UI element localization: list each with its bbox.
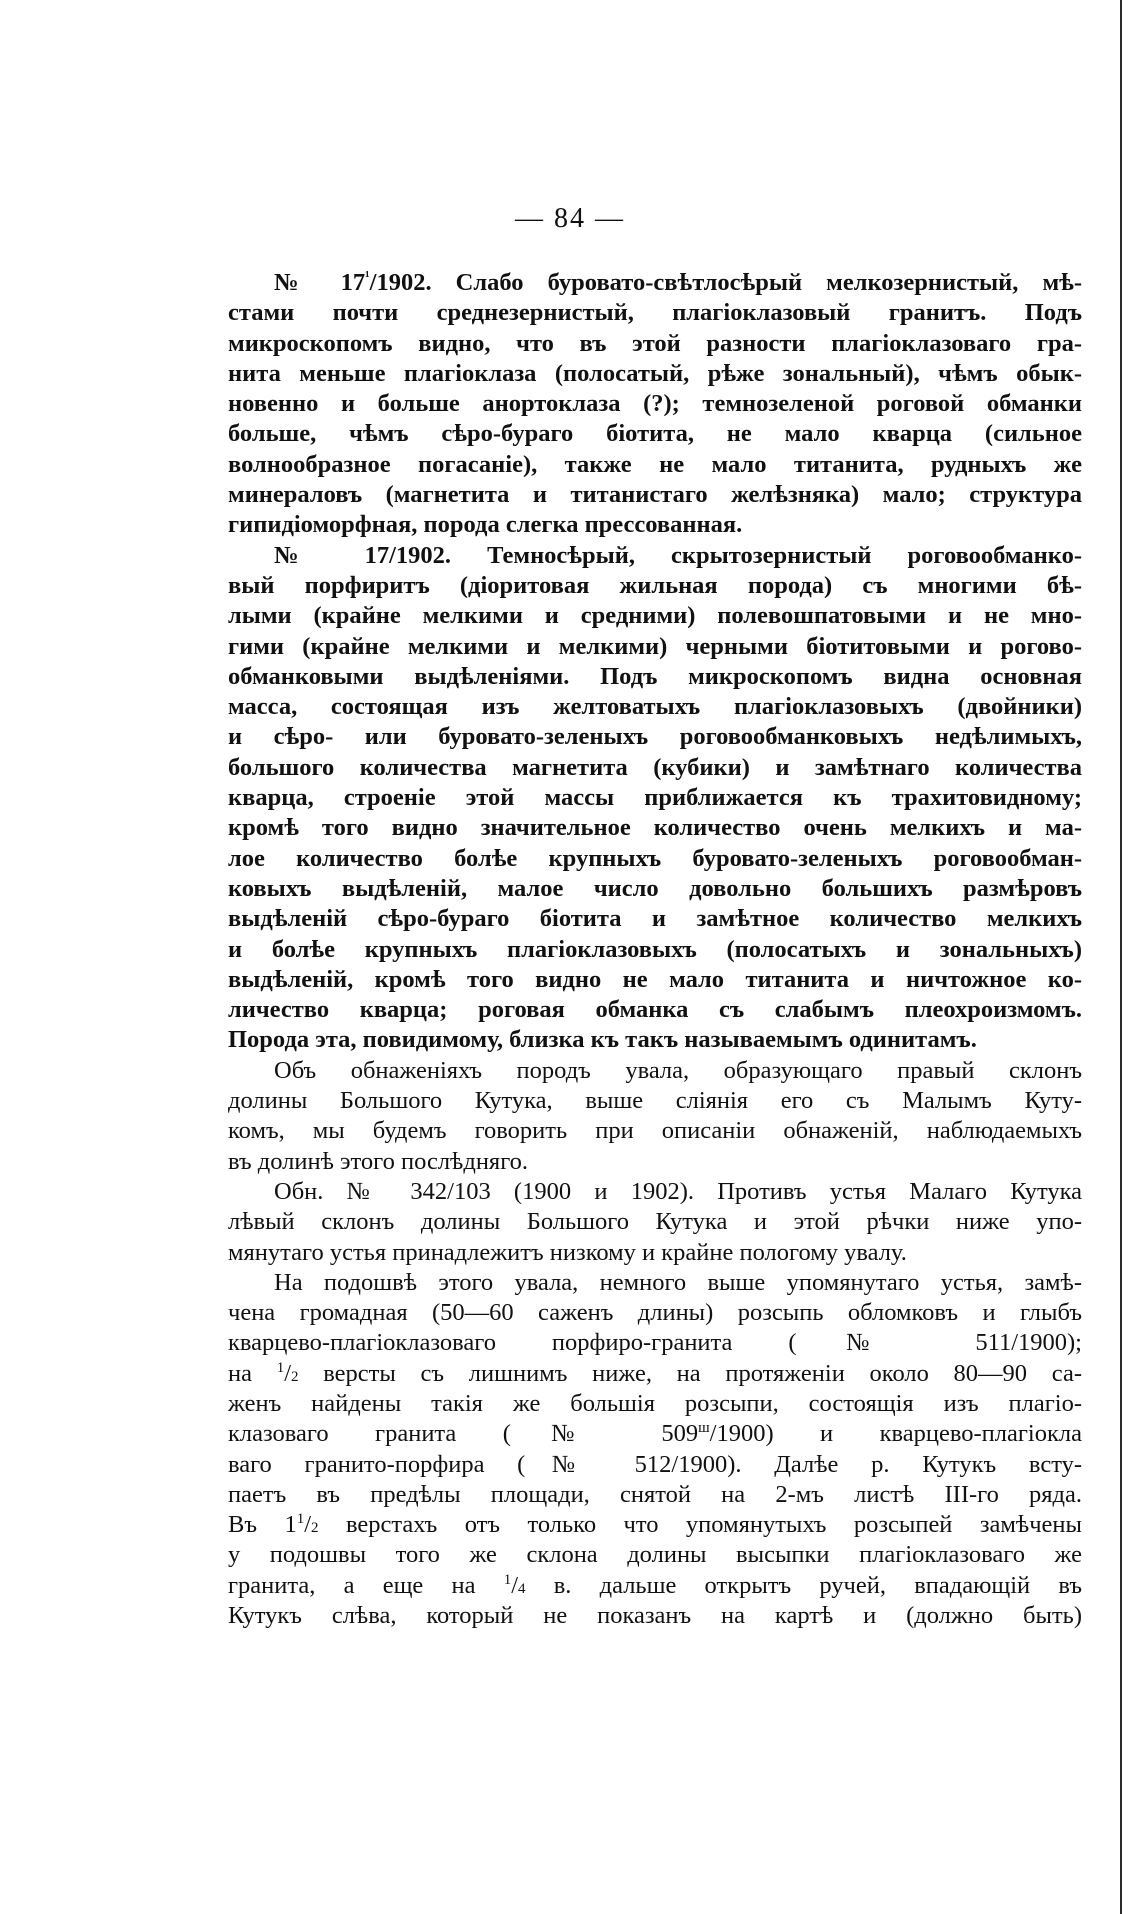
text-line-fraction: Въ $1^1/2$ верстахъ отъ только что упомянутыхъ розсыпей замѣчены [228, 1511, 1082, 1539]
body-text [228, 268, 1082, 1631]
text-line: и сѣро- или буровато-зеленыхъ роговообманковыхъ недѣлимыхъ, [228, 723, 1082, 751]
text-line: нита меньше плагіоклаза (полосатый, рѣже зональный), чѣмъ обык- [228, 359, 1082, 387]
text-line: вый порфиритъ (діоритовая жильная порода) съ многими бѣ- [228, 571, 1082, 599]
text-line: гими (крайне мелкими и мелкими) черными біотитовыми и рогово- [228, 632, 1082, 660]
text-line: личество кварца; роговая обманка съ слабымъ плеохроизмомъ. [228, 996, 1082, 1024]
text-line-paragraph-start: Объ обнаженіяхъ породъ увала, образующаго правый склонъ [274, 1056, 1082, 1084]
text-line: минераловъ (магнетита и титанистаго желѣзняка) мало; структура [228, 481, 1082, 509]
text-line-entry-17: № 17/1902. Темносѣрый, скрытозернистый роговообманко- [274, 541, 1082, 569]
text-line: большого количества магнетита (кубики) и замѣтнаго количества [228, 753, 1082, 781]
text-line-outcrop-342: Обн. № 342/103 (1900 и 1902). Противъ устья Малаго Кутука [274, 1177, 1082, 1205]
text-line: обманковыми выдѣленіями. Подъ микроскопомъ видна основная [228, 662, 1082, 690]
text-line: новенно и больше анортоклаза (?); темнозеленой роговой обманки [228, 390, 1082, 418]
text-line: долины Большого Кутука, выше сліянія его съ Малымъ Куту- [228, 1087, 1082, 1115]
text-line: стами почти среднезернистый, плагіоклазовый гранитъ. Подъ [228, 299, 1082, 327]
text-line: ковыхъ выдѣленій, малое число довольно большихъ размѣровъ [228, 874, 1082, 902]
text-line: лыми (крайне мелкими и средними) полевошпатовыми и не мно- [228, 602, 1082, 630]
page-edge-line [1120, 0, 1122, 1914]
text-line: женъ найдены такія же большія розсыпи, состоящія изъ плагіо- [228, 1389, 1082, 1417]
text-line: и болѣе крупныхъ плагіоклазовыхъ (полосатыхъ и зональныхъ) [228, 935, 1082, 963]
text-line: микроскопомъ видно, что въ этой разности плагіоклазоваго гра- [228, 329, 1082, 357]
text-line: мянутаго устья принадлежитъ низкому и крайне пологому увалу. [228, 1238, 907, 1266]
text-line-entry-17-1: № $17^{^1}/1902$. Слабо буровато-свѣтлосѣрый мелкозернистый, мѣ- [274, 269, 1082, 296]
text-line: гипидіоморфная, порода слегка прессованная. [228, 511, 743, 539]
text-line: паетъ въ предѣлы площади, снятой на 2-мъ листѣ III-го ряда. [228, 1480, 1082, 1508]
text-line: лое количество болѣе крупныхъ буровато-зеленыхъ роговообман- [228, 844, 1082, 872]
text-line: Кутукъ слѣва, который не показанъ на картѣ и (должно быть) [228, 1602, 1082, 1630]
text-line: масса, состоящая изъ желтоватыхъ плагіоклазовыхъ (двойники) [228, 693, 1082, 721]
text-line: въ долинѣ этого послѣдняго. [228, 1147, 529, 1175]
text-line: больше, чѣмъ сѣро-бураго біотита, не мало кварца (сильное [228, 420, 1082, 448]
text-line: чена громадная (50—60 саженъ длины) розсыпь обломковъ и глыбъ [228, 1299, 1082, 1327]
page-number: — 84 — [515, 203, 625, 234]
text-line-fraction: гранита, а еще на $^1$/4 в. дальше открытъ ручей, впадающій въ [228, 1571, 1083, 1599]
text-line: ваго гранито-порфира (№ 512/1900). Далѣе р. Кутукъ всту- [228, 1450, 1082, 1478]
text-line: лѣвый склонъ долины Большого Кутука и этой рѣчки ниже упо- [228, 1208, 1082, 1236]
text-line: Порода эта, повидимому, близка къ такъ называемымъ одинитамъ. [228, 1026, 977, 1054]
text-line: комъ, мы будемъ говорить при описаніи обнаженій, наблюдаемыхъ [228, 1117, 1082, 1145]
text-line: кромѣ того видно значительное количество очень мелкихъ и ма- [228, 814, 1082, 842]
text-line-superscript: клазоваго гранита (№ $509^ш/1900$) и кварцево-плагіокла [228, 1420, 1082, 1448]
text-line: кварцево-плагіоклазоваго порфиро-гранита (№ 511/1900); [228, 1329, 1082, 1357]
text-line-fraction: на $^1$/2 версты съ лишнимъ ниже, на протяженіи около 80—90 са- [228, 1359, 1082, 1387]
text-line: у подошвы того же склона долины высыпки плагіоклазоваго же [228, 1541, 1082, 1569]
text-line: кварца, строеніе этой массы приближается къ трахитовидному; [228, 784, 1082, 812]
text-line: выдѣленій, кромѣ того видно не мало титанита и ничтожное ко- [228, 965, 1082, 993]
text-line: волнообразное погасаніе), также не мало титанита, рудныхъ же [228, 450, 1082, 478]
text-line: выдѣленій сѣро-бураго біотита и замѣтное количество мелкихъ [228, 905, 1082, 933]
text-line-paragraph-start: На подошвѣ этого увала, немного выше упомянутаго устья, замѣ- [274, 1268, 1082, 1296]
